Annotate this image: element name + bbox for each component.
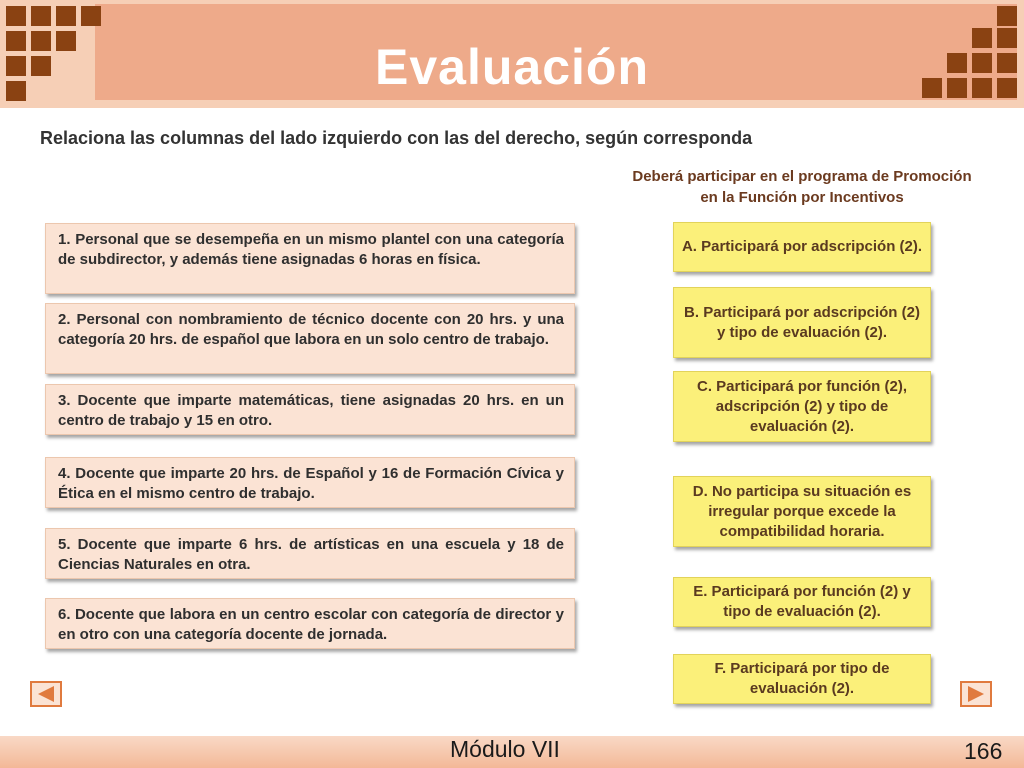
- left-item[interactable]: 2. Personal con nombramiento de técnico docente con 20 hrs. y una categoría 20 hrs. de español que labora en un solo centro de trabajo.: [45, 303, 575, 374]
- decor-square: [31, 6, 51, 26]
- left-item[interactable]: 4. Docente que imparte 20 hrs. de Español y 16 de Formación Cívica y Ética en el mismo centro de trabajo.: [45, 457, 575, 508]
- page-number: 166: [964, 738, 1003, 764]
- right-item[interactable]: D. No participa su situación es irregular porque excede la compatibilidad horaria.: [673, 476, 931, 547]
- right-item[interactable]: E. Participará por función (2) y tipo de evaluación (2).: [673, 577, 931, 627]
- right-item[interactable]: F. Participará por tipo de evaluación (2).: [673, 654, 931, 704]
- triangle-left-icon: [32, 683, 60, 705]
- decor-square: [81, 6, 101, 26]
- module-label: Módulo VII: [450, 736, 560, 762]
- left-item[interactable]: 3. Docente que imparte matemáticas, tiene asignadas 20 hrs. en un centro de trabajo y 15 en otro.: [45, 384, 575, 435]
- right-item[interactable]: B. Participará por adscripción (2) y tipo de evaluación (2).: [673, 287, 931, 358]
- slide-header: [0, 0, 1024, 108]
- decor-square: [997, 6, 1017, 26]
- decor-square: [6, 6, 26, 26]
- left-item[interactable]: 6. Docente que labora en un centro escolar con categoría de director y en otro con una categoría docente de jornada.: [45, 598, 575, 649]
- next-slide-button[interactable]: [960, 681, 992, 707]
- page-title: Evaluación: [375, 39, 649, 95]
- decor-square: [56, 6, 76, 26]
- right-column-heading: Deberá participar en el programa de Promoción en la Función por Incentivos: [632, 168, 972, 206]
- triangle-right-icon: [962, 683, 990, 705]
- prev-slide-button[interactable]: [30, 681, 62, 707]
- instructions: Relaciona las columnas del lado izquierdo con las del derecho, según corresponda: [40, 128, 753, 148]
- right-item[interactable]: C. Participará por función (2), adscripción (2) y tipo de evaluación (2).: [673, 371, 931, 442]
- left-item[interactable]: 5. Docente que imparte 6 hrs. de artísticas en una escuela y 18 de Ciencias Naturales en otra.: [45, 528, 575, 579]
- left-item[interactable]: 1. Personal que se desempeña en un mismo plantel con una categoría de subdirector, y además tiene asignadas 6 horas en física.: [45, 223, 575, 294]
- right-item[interactable]: A. Participará por adscripción (2).: [673, 222, 931, 272]
